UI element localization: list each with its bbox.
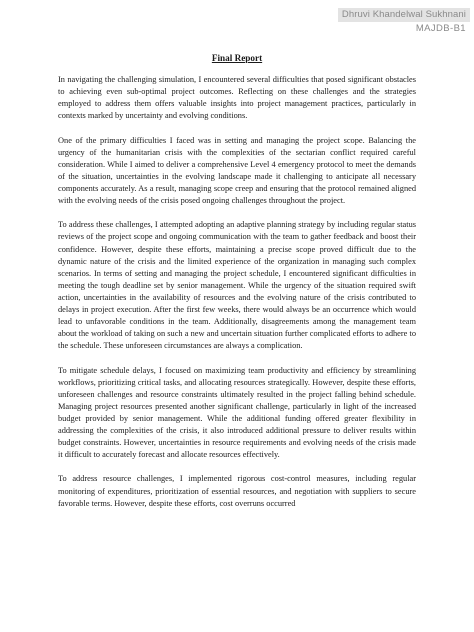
paragraph: To address these challenges, I attempted adopting an adaptive planning strategy by including regular status reviews of the project scope and ongoing communication with the team to gather feedback and boost their confidence. However, despite these efforts, maintaining a precise scope proved difficult due to the dynamic nature of the crisis and the limited experience of the organization in managing such complex scenarios. In terms of setting and managing the project schedule, I encountered significant difficulties in meeting the tough deadline set by senior management. While the urgency of the situation required swift action, uncertainties in the availability of resources and the evolving nature of the crisis contributed to delays in project execution. After the first few weeks, there would always be an occurrence which would lead to unfavorable conditions in the team. Additionally, disagreements among the management team about the workload of taking on such a new and uncertain situation further complicated efforts to adhere to the schedule. These unforeseen circumstances are always a complication. [58,220,416,351]
paragraph: In navigating the challenging simulation, I encountered several difficulties that posed significant obstacles to achieving even sub-optimal project outcomes. Reflecting on these challenges and the strategies employed to address them offers valuable insights into project management practices, particularly in contexts marked by uncertainty and evolving conditions. [58,75,416,121]
paragraph: To mitigate schedule delays, I focused on maximizing team productivity and efficiency by streamlining workflows, prioritizing critical tasks, and allocating resources strategically. However, despite these efforts, unforeseen challenges and resource constraints ultimately resulted in the project falling behind schedule. Managing project resources presented another significant challenge, particularly in light of the increased budget provided by senior management. While the additional funding offered greater flexibility in addressing the complexities of the crisis, it also introduced additional pressure to deliver results within budget constraints. However, uncertainties in resource requirements and evolving needs of the crisis made it difficult to accurately forecast and allocate resources effectively. [58,365,416,460]
author-name-tag: Dhruvi Khandelwal Sukhnani [338,8,470,22]
paragraph: To address resource challenges, I implemented rigorous cost-control measures, including regular monitoring of expenditures, prioritization of essential resources, and negotiation with suppliers to secure favorable terms. However, despite these efforts, cost overruns occurred [58,474,416,508]
page-header [338,4,470,35]
paragraph: One of the primary difficulties I faced was in setting and managing the project scope. Balancing the urgency of the humanitarian crisis with the complexities of the sectarian conflict required careful consideration. While I aimed to deliver a comprehensive Level 4 emergency protocol to meet the demands of the situation, uncertainties in the evolving landscape made it challenging to anticipate all necessary components accurately. As a result, managing scope creep and ensuring that the protocol remained aligned with the evolving needs of the crisis posed ongoing challenges throughout the project. [58,135,416,206]
course-code: MAJDB-B1 [415,23,466,34]
document-title: Final Report [211,53,263,63]
document-body [58,52,416,522]
